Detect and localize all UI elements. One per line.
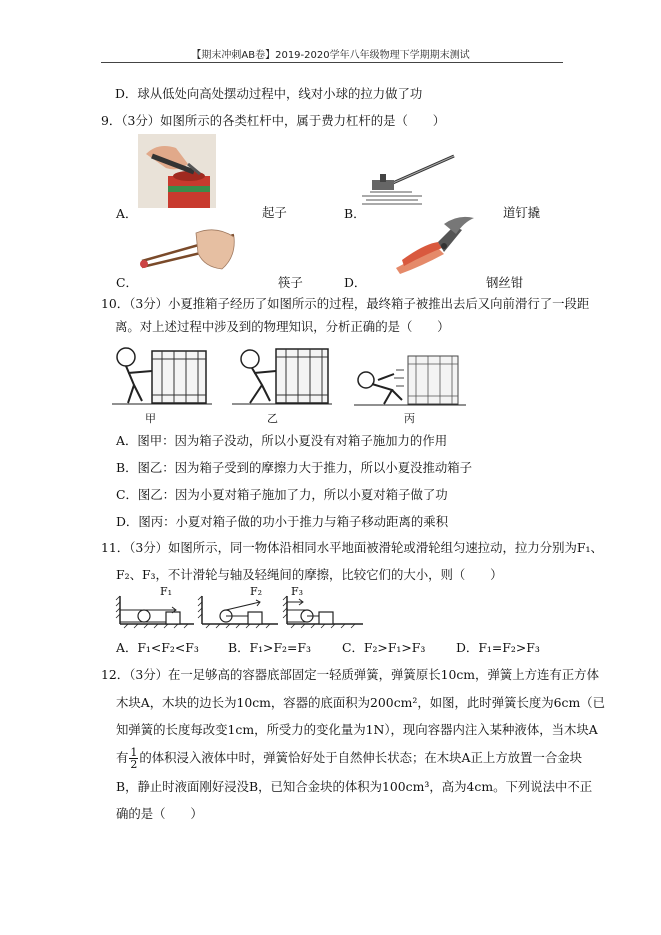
q11-option-b: B．F₁>F₂=F₃ — [228, 640, 311, 655]
q10-option-d: D．图丙：小夏对箱子做的功小于推力与箱子移动距离的乘积 — [116, 514, 449, 529]
q9-option-d-caption: 钢丝钳 — [486, 275, 524, 290]
q10-option-b: B．图乙：因为箱子受到的摩擦力大于推力，所以小夏没推动箱子 — [116, 460, 473, 475]
bottle-opener-image — [138, 134, 216, 208]
q11-label-f2: F₂ — [250, 585, 263, 598]
q9-option-a-letter: A． — [116, 206, 138, 221]
pulley-diagram-1 — [116, 588, 194, 628]
q11-label-f1: F₁ — [160, 585, 173, 598]
header-rule — [101, 62, 563, 63]
q9-option-a-caption: 起子 — [262, 205, 287, 220]
q12-line4-post: 的体积浸入液体中时，弹簧恰好处于自然伸长状态；在木块A正上方放置一合金块 — [139, 750, 583, 765]
one-half-fraction — [129, 747, 138, 770]
q10-stem-line2: 离。对上述过程中涉及到的物理知识，分析正确的是（ ） — [115, 319, 450, 334]
q10-option-c: C．图乙：因为小夏对箱子施加了力，所以小夏对箱子做了功 — [116, 487, 448, 502]
q8-option-d: D．球从低处向高处摆动过程中，线对小球的拉力做了功 — [115, 86, 423, 101]
q10-caption-jia: 甲 — [145, 412, 156, 425]
q11-label-f3: F₃ — [291, 585, 304, 598]
q9-option-c-letter: C． — [116, 275, 138, 290]
q11-option-c: C．F₂>F₁>F₃ — [342, 640, 426, 655]
q10-stem-line1: 10．（3分）小夏推箱子经历了如图所示的过程，最终箱子被推出去后又向前滑行了一段距 — [101, 296, 590, 311]
q11-stem-line1: 11．（3分）如图所示，同一物体沿相同水平地面被滑轮或滑轮组匀速拉动，拉力分别为F₁、 — [101, 540, 603, 555]
q11-option-d: D．F₁=F₂>F₃ — [456, 640, 540, 655]
q12-line6: 确的是（ ） — [116, 806, 203, 821]
crowbar-image — [362, 152, 458, 210]
q10-caption-bing: 丙 — [404, 412, 415, 425]
fraction-denominator: 2 — [130, 758, 138, 771]
fraction-numerator: 1 — [130, 746, 138, 759]
chopsticks-image — [138, 223, 238, 273]
q9-option-c-caption: 筷子 — [278, 275, 303, 290]
pliers-image — [392, 214, 478, 276]
push-box-bing-image — [354, 350, 466, 407]
q12-line1: 12．（3分）在一足够高的容器底部固定一轻质弹簧，弹簧原长10cm，弹簧上方连有正方体 — [101, 667, 599, 682]
q11-option-a: A．F₁<F₂<F₃ — [116, 640, 199, 655]
q9-option-d-letter: D． — [344, 275, 367, 290]
q12-line5: B，静止时液面刚好浸没B，已知合金块的体积为100cm³，高为4cm。下列说法中不正 — [116, 779, 593, 794]
q10-caption-yi: 乙 — [267, 412, 278, 425]
q12-line4-pre: 有 — [116, 750, 129, 765]
q9-option-b-caption: 道钉撬 — [503, 205, 541, 220]
q9-stem: 9．（3分）如图所示的各类杠杆中，属于费力杠杆的是（ ） — [101, 113, 446, 128]
page-header: 【期末冲刺AB卷】2019-2020学年八年级物理下学期期末测试 — [191, 50, 470, 61]
q12-line4 — [116, 745, 582, 771]
q12-line3: 知弹簧的长度每改变1cm，所受力的变化量为1N），现向容器内注入某种液体，当木块A — [116, 722, 598, 737]
q12-line2: 木块A，木块的边长为10cm，容器的底面积为200cm²，如图，此时弹簧长度为6cm（已 — [116, 695, 605, 710]
q9-option-b-letter: B． — [344, 206, 366, 221]
push-box-jia-image — [112, 345, 212, 407]
pulley-diagram-2 — [198, 588, 278, 628]
q10-option-a: A．图甲：因为箱子没动，所以小夏没有对箱子施加力的作用 — [116, 433, 448, 448]
q11-stem-line2: F₂、F₃，不计滑轮与轴及轻绳间的摩擦，比较它们的大小，则（ ） — [116, 567, 503, 582]
push-box-yi-image — [232, 345, 332, 407]
